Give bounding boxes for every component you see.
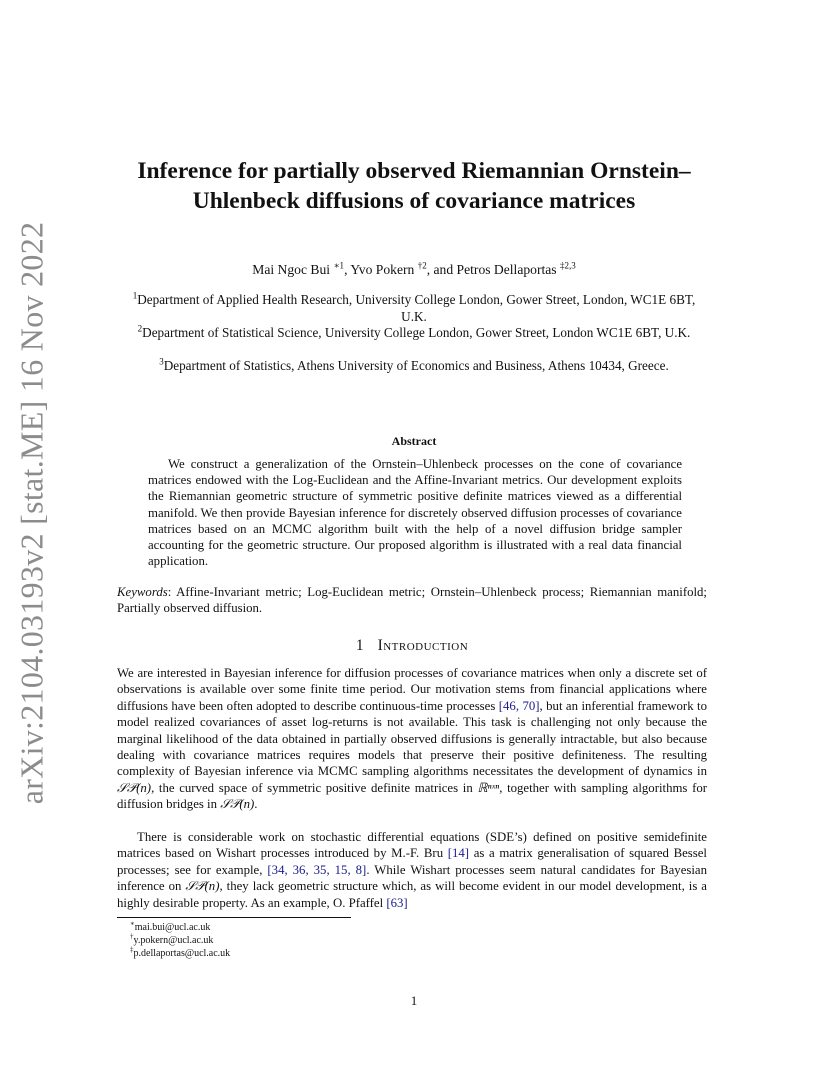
- citation-link[interactable]: [46, 70]: [498, 698, 540, 713]
- text-run: as a matrix generalisation of squared Bessel processes; see for example,: [117, 846, 707, 877]
- intro-paragraph-1: [117, 665, 707, 813]
- affiliation-text: Department of Applied Health Research, University College London, Gower Street, London, WC1E 6BT, U.K.: [137, 292, 696, 324]
- author-name: , Yvo Pokern: [344, 262, 418, 277]
- math-inline: ℝⁿˣⁿ: [477, 780, 500, 795]
- affiliation-1: [120, 292, 708, 325]
- section-heading: [117, 637, 707, 655]
- section-number: 1: [355, 637, 364, 654]
- footnote-marker: †: [130, 932, 134, 941]
- affiliation-2: [120, 325, 708, 342]
- arxiv-stamp: [6, 221, 58, 805]
- affiliation-marker: 3: [159, 356, 164, 367]
- abstract-heading: Abstract: [391, 434, 437, 448]
- text-run: , but an inferential framework to model realized covariances of asset log-returns is not available. This task is challenging not only because the marginal likelihood of the data obtained in partially observed diffusions is generally intractable, but also because dealing with covariance matrices requires models that preserve their positive definiteness. The resulting complexity of Bayesian inference via MCMC sampling algorithms necessitates the development of dynamics in: [117, 698, 707, 779]
- footnote-marker: ‡: [130, 945, 134, 954]
- footnote-email[interactable]: mai.bui@ucl.ac.uk: [134, 922, 211, 933]
- math-inline: 𝒮𝒫(n): [220, 797, 255, 812]
- section-title: Introduction: [377, 637, 469, 654]
- author-name: , and Petros Dellaportas: [426, 262, 560, 277]
- citation-link[interactable]: [34, 36, 35, 15, 8]: [267, 862, 367, 877]
- footnote-3: [130, 945, 231, 960]
- abstract-text: We construct a generalization of the Ornstein–Uhlenbeck processes on the cone of covariance matrices endowed with the Log-Euclidean and the Affine-Invariant metrics. Our development exploits the Riemannian geometric structure of symmetric positive definite matrices viewed as a differential manifold. We then provide Bayesian inference for discretely observed diffusion processes of covariance matrices based on an MCMC algorithm built with the help of a novel diffusion bridge sampler accounting for the geometric structure. Our proposed algorithm is illustrated with a real data financial application.: [148, 457, 682, 569]
- text-run: , together with sampling algorithms for diffusion bridges in: [117, 780, 707, 812]
- keywords-label: Keywords: [117, 585, 168, 599]
- footnote-email[interactable]: p.dellaportas@ucl.ac.uk: [133, 948, 231, 959]
- footnote-marker: ∗: [130, 919, 135, 928]
- text-run: There is considerable work on stochastic differential equations (SDE’s) defined on positive semidefinite matrices based on Wishart processes introduced by M.-F. Bru: [117, 830, 707, 861]
- footnote-rule: [117, 917, 351, 918]
- citation-link[interactable]: [63]: [386, 895, 408, 910]
- citation-link[interactable]: [14]: [447, 846, 470, 861]
- author-marker: †2: [417, 260, 427, 271]
- arxiv-id: arXiv:2104.03193v2 [stat.ME] 16 Nov 2022: [13, 221, 50, 805]
- affiliation-text: Department of Statistical Science, University College London, Gower Street, London WC1E 6BT, U.K.: [142, 325, 691, 340]
- text-run: , the curved space of symmetric positive definite matrices in: [151, 780, 478, 795]
- text-run: We are interested in Bayesian inference for diffusion processes of covariance matrices when only a discrete set of observations is available over some finite time period. Our motivation stems from financial applications where diffusions have been often adopted to describe continuous-time processes: [117, 666, 707, 713]
- text-run: . While Wishart processes seem natural candidates for Bayesian inference on: [117, 862, 708, 894]
- math-inline: 𝒮𝒫(n): [117, 780, 152, 795]
- author-list: [120, 262, 708, 278]
- affiliation-marker: 1: [132, 290, 138, 301]
- text-run: .: [254, 797, 258, 812]
- text-run: , they lack geometric structure which, as will become evident in our model development, is a highly desirable property. As an example, O. Pfaffel: [117, 879, 707, 910]
- page-number: 1: [410, 993, 418, 1008]
- keywords: [117, 584, 707, 617]
- author-marker: ‡2,3: [559, 260, 576, 271]
- intro-paragraph-2: [117, 829, 707, 911]
- affiliation-text: Department of Statistics, Athens University of Economics and Business, Athens 10434, Greece.: [163, 358, 669, 373]
- author-marker: ∗1: [333, 260, 345, 271]
- affiliation-marker: 2: [137, 323, 143, 334]
- footnote-email[interactable]: y.pokern@ucl.ac.uk: [133, 935, 214, 946]
- affiliation-3: [120, 358, 708, 375]
- paper-title: Inference for partially observed Riemannian Ornstein–Uhlenbeck diffusions of covariance matrices: [137, 158, 691, 214]
- keywords-text: : Affine-Invariant metric; Log-Euclidean metric; Ornstein–Uhlenbeck process; Riemannian manifold; Partially observed diffusion.: [117, 585, 707, 616]
- author-name: Mai Ngoc Bui: [252, 262, 334, 277]
- math-inline: 𝒮𝒫(n): [185, 879, 220, 894]
- footnote-2: [130, 932, 214, 947]
- footnote-1: [130, 919, 211, 934]
